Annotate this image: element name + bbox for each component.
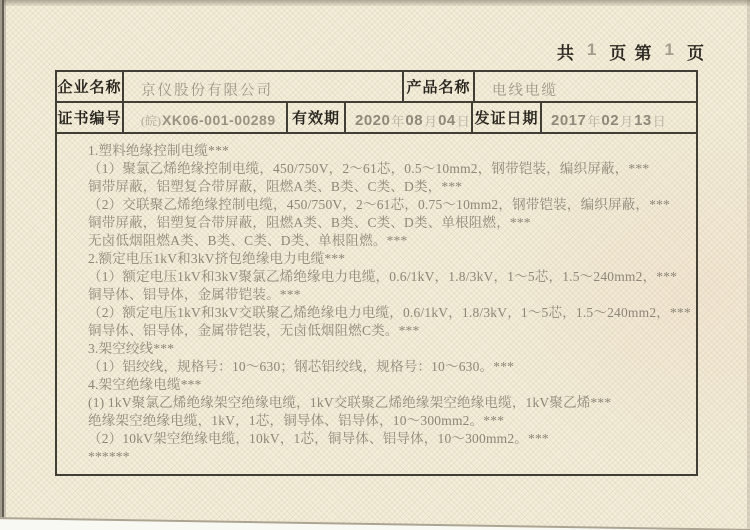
product-scope-text <box>57 134 696 470</box>
validity-value <box>346 103 473 132</box>
validity-month-unit: 月 <box>424 113 438 129</box>
issue-month: 02 <box>601 111 620 129</box>
scope-line: （2）额定电压1kV和3kV交联聚乙烯绝缘电力电缆，0.6/1kV，1.8/3kV，1～5芯，1.5～240mm2，*** <box>88 305 691 320</box>
validity-day-unit: 日 <box>456 113 470 129</box>
scope-line: 绝缘架空绝缘电缆，1kV，1芯，铜导体、铝导体，10～300mm2。*** <box>88 413 505 428</box>
scope-line: （1）额定电压1kV和3kV聚氯乙烯绝缘电力电缆，0.6/1kV，1.8/3kV，1～5芯，1.5～240mm2，*** <box>88 269 678 284</box>
scope-line: 2.额定电压1kV和3kV挤包绝缘电力电缆*** <box>88 251 346 266</box>
scope-line: 铜导体、铝导体，金属带铠装。*** <box>88 287 301 302</box>
scope-line: (1) 1kV聚氯乙烯绝缘架空绝缘电缆，1kV交联聚乙烯绝缘架空绝缘电缆，1kV聚乙烯*** <box>88 395 612 410</box>
scope-line: ****** <box>88 449 130 464</box>
current-page-value: 1 <box>664 40 676 59</box>
scope-line: （2）10kV架空绝缘电缆，10kV，1芯，铜导体、铝导体，10～300mm2。*** <box>88 431 549 446</box>
page-mid-label: 页 第 <box>609 44 654 63</box>
validity-day: 04 <box>438 111 456 129</box>
certificate-table <box>55 70 698 476</box>
page-counter <box>557 39 706 64</box>
validity-label: 有效期 <box>288 103 346 132</box>
issue-date-label: 发证日期 <box>473 103 542 132</box>
scope-line: 4.架空绝缘电缆*** <box>88 377 202 392</box>
table-row <box>57 103 696 134</box>
scope-line: 铜带屏蔽，铝塑复合带屏蔽，阻燃A类、B类、C类、D类，*** <box>88 179 463 194</box>
table-row <box>57 72 696 103</box>
product-name-value: 电线电缆 <box>492 82 558 99</box>
issue-day-unit: 日 <box>652 113 666 129</box>
issue-year-unit: 年 <box>587 113 601 129</box>
cert-number-label: 证书编号 <box>57 103 124 132</box>
product-name-label: 产品名称 <box>404 72 475 101</box>
company-name-value: 京仪股份有限公司 <box>124 72 404 101</box>
issue-date-value <box>542 103 696 132</box>
scope-line: （2）交联聚乙烯绝缘控制电缆，450/750V，2～61芯，0.75～10mm2，钢带铠装，编织屏蔽，*** <box>88 197 670 212</box>
scope-line: 1.塑料绝缘控制电缆*** <box>88 143 229 158</box>
paper-left-edge <box>0 0 8 520</box>
scope-line: 铜导体、铝导体，金属带铠装，无卤低烟阻燃C类。*** <box>88 323 420 338</box>
cert-number-main: XK06-001-00289 <box>162 112 276 128</box>
page-suffix: 页 <box>687 44 706 63</box>
scope-line: 3.架空绞线*** <box>88 341 175 356</box>
validity-month: 08 <box>405 111 424 129</box>
scope-line: 铜带屏蔽，铝塑复合带屏蔽，阻燃A类、B类、C类、D类、单根阻燃，*** <box>88 215 531 230</box>
validity-year-unit: 年 <box>391 113 405 129</box>
cert-number-region-prefix: (皖) <box>141 113 161 128</box>
scope-line: 无卤低烟阻燃A类、B类、C类、D类、单根阻燃。*** <box>88 233 408 248</box>
company-name-label: 企业名称 <box>57 72 124 101</box>
paper-bottom-edge <box>0 517 750 530</box>
issue-month-unit: 月 <box>620 113 634 129</box>
scope-line: （1）聚氯乙烯绝缘控制电缆，450/750V，2～61芯，0.5～10mm2，钢带铠装，编织屏蔽，*** <box>88 161 650 176</box>
issue-year: 2017 <box>551 111 587 129</box>
total-pages-prefix: 共 <box>556 44 576 63</box>
cert-number-value <box>124 103 288 132</box>
issue-day: 13 <box>634 111 652 129</box>
validity-year: 2020 <box>355 111 391 129</box>
total-pages-value: 1 <box>586 40 599 59</box>
scope-line: （1）铝绞线，规格号：10～630；钢芯铝绞线，规格号：10～630。*** <box>88 359 515 374</box>
paper-top-edge <box>0 0 750 6</box>
